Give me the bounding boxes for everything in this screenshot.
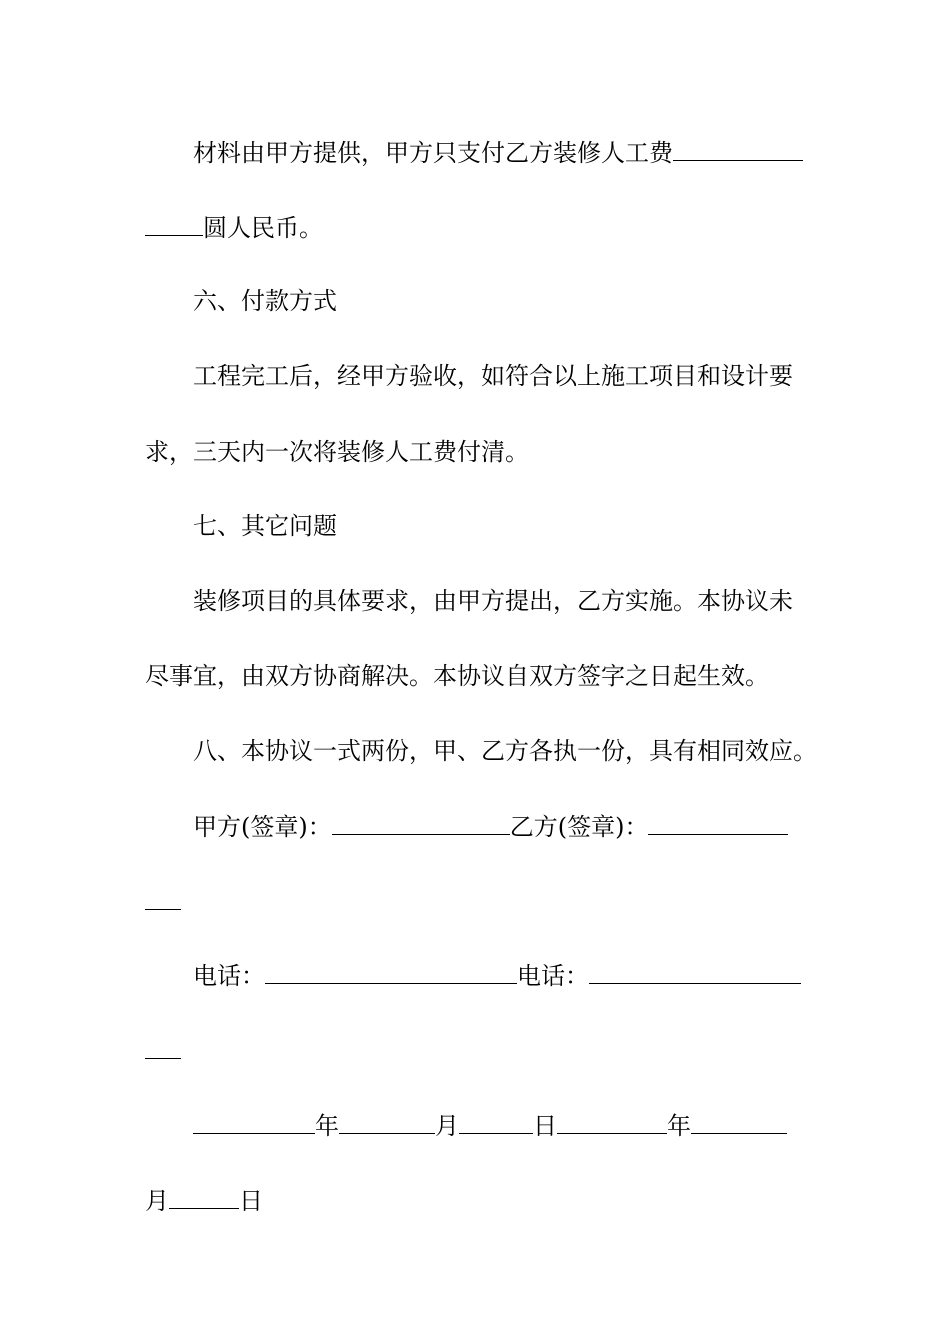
- phone-line: [193, 955, 805, 995]
- material-text-2: 圆人民币。: [203, 214, 323, 242]
- labor-fee-blank: [673, 132, 803, 161]
- party-b-month-label: 月: [145, 1187, 169, 1215]
- party-a-day-label: 日: [533, 1112, 557, 1140]
- party-a-phone-blank: [265, 955, 517, 984]
- party-a-phone-label: 电话：: [193, 962, 265, 990]
- date-line-cont: [145, 1180, 805, 1220]
- other-paragraph-line-2: 尽事宜，由双方协商解决。本协议自双方签字之日起生效。: [145, 662, 769, 690]
- party-a-signature-blank: [332, 806, 510, 835]
- party-b-phone-label: 电话：: [517, 962, 589, 990]
- party-b-day-label: 日: [239, 1187, 263, 1215]
- party-b-phone-blank-cont: [145, 1030, 181, 1059]
- party-a-year-blank: [193, 1105, 315, 1134]
- party-b-day-blank: [169, 1180, 239, 1209]
- payment-paragraph-line-1: 工程完工后，经甲方验收，如符合以上施工项目和设计要: [193, 362, 793, 390]
- party-b-phone-blank: [589, 955, 801, 984]
- material-paragraph-line-1: [193, 132, 805, 172]
- party-b-year-blank: [557, 1105, 667, 1134]
- material-text-1: 材料由甲方提供，甲方只支付乙方装修人工费: [193, 139, 673, 167]
- phone-line-cont: [145, 1030, 805, 1070]
- date-line: [193, 1105, 805, 1145]
- party-b-signature-blank: [648, 806, 788, 835]
- party-a-signature-label: 甲方(签章)：: [193, 813, 332, 841]
- signature-line: [193, 806, 805, 846]
- material-paragraph-line-2: [145, 207, 805, 247]
- party-b-month-blank: [691, 1105, 787, 1134]
- party-b-signature-label: 乙方(签章)：: [509, 813, 649, 841]
- party-a-year-label: 年: [315, 1112, 339, 1140]
- party-a-month-blank: [339, 1105, 435, 1134]
- section-8-line: 八、本协议一式两份，甲、乙方各执一份，具有相同效应。: [193, 737, 817, 765]
- section-6-heading: 六、付款方式: [193, 287, 337, 315]
- party-b-year-label: 年: [667, 1112, 691, 1140]
- party-a-month-label: 月: [435, 1112, 459, 1140]
- party-b-signature-blank-cont: [145, 881, 181, 910]
- other-paragraph-line-1: 装修项目的具体要求，由甲方提出，乙方实施。本协议未: [193, 587, 793, 615]
- section-7-heading: 七、其它问题: [193, 512, 337, 540]
- payment-paragraph-line-2: 求，三天内一次将装修人工费付清。: [145, 438, 529, 466]
- party-a-day-blank: [459, 1105, 533, 1134]
- signature-line-cont: [145, 881, 805, 921]
- labor-fee-blank-cont: [145, 207, 203, 236]
